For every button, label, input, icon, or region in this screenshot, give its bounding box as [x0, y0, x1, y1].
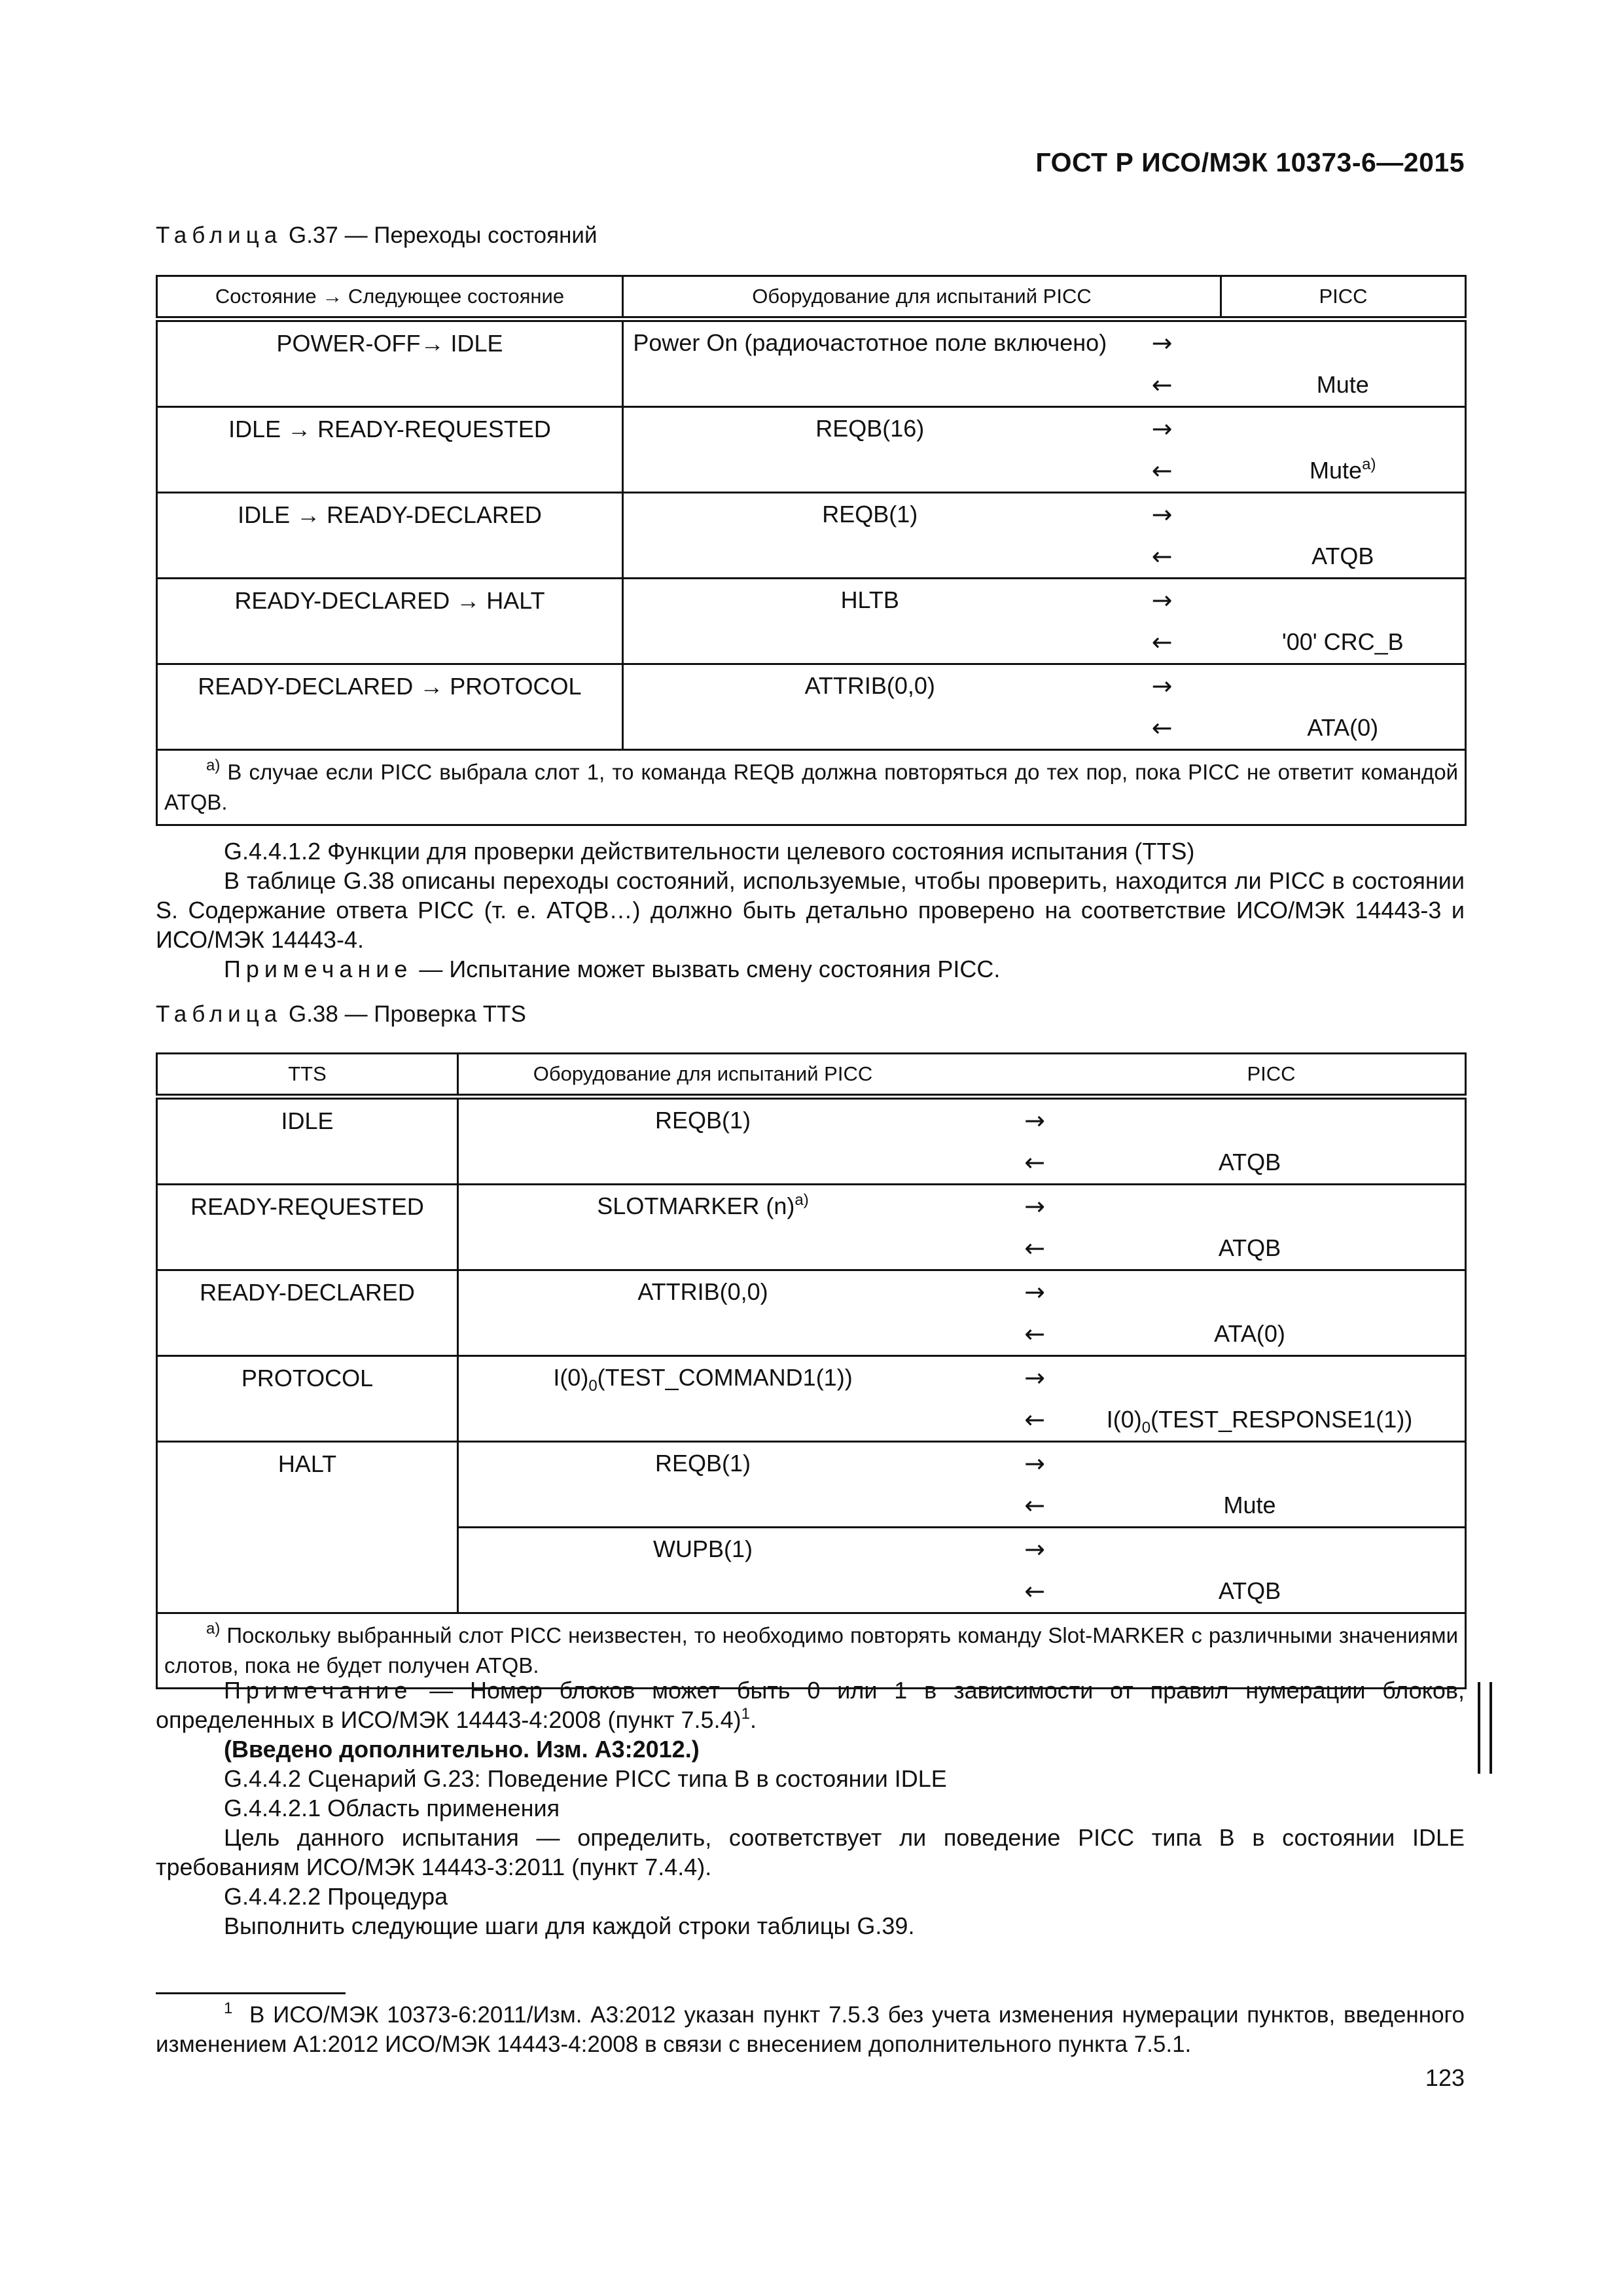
change-bar: [1478, 1682, 1492, 1774]
right-arrow-icon: →: [1151, 672, 1173, 700]
table-g37: [156, 275, 1467, 826]
footnote-separator: [156, 1992, 346, 1994]
left-arrow-icon: ←: [1151, 542, 1173, 571]
state-transition: POWER-OFF→ IDLE: [157, 319, 623, 407]
table-row: [157, 319, 1466, 407]
paragraph: Цель данного испытания — определить, соответствует ли поведение PICC типа B в состоянии IDLE требованиям ИСО/МЭК 14443-3:2011 (пункт 7.4.4).: [156, 1824, 1465, 1880]
picc-response: Mute: [1316, 371, 1369, 398]
equipment-command: REQB(1): [822, 501, 918, 528]
footnote-mark: a): [206, 1620, 221, 1638]
right-arrow-icon: →: [1024, 1449, 1045, 1478]
column-header-state: Состояние → Следующее состояние: [157, 276, 623, 319]
footnote: $^1$ В ИСО/МЭК 10373-6:2011/Изм. А3:2012 указан пункт 7.5.3 без учета изменения нумерации пунктов, введенного изменением А1:2012 ИСО/МЭК 14443-4:2008 в связи с внесением дополнительного пункта 7.5.1.: [156, 2000, 1465, 2057]
clause-heading: G.4.4.2.1 Область применения: [224, 1795, 560, 1821]
state-transition: READY-DECLARED → HALT: [157, 579, 623, 664]
equipment-command: HLTB: [840, 586, 899, 613]
table-label: Таблица: [156, 223, 283, 248]
right-arrow-icon: →: [1151, 329, 1173, 357]
right-arrow-icon: →: [1151, 500, 1173, 529]
left-arrow-icon: ←: [1151, 456, 1173, 485]
left-arrow-icon: ←: [1151, 713, 1173, 742]
footnote-mark: a): [1362, 456, 1376, 473]
picc-response: Mute: [1223, 1492, 1276, 1518]
table-footnote: $^{a)}$ Поскольку выбранный слот PICC неизвестен, то необходимо повторять команду Slot-MARKER с различными значениями слотов, пока не будет получен ATQB.: [157, 1613, 1466, 1689]
right-arrow-icon: →: [1024, 1278, 1045, 1306]
right-arrow-icon: →: [1151, 586, 1173, 615]
equipment-command: ATTRIB(0,0): [637, 1278, 768, 1305]
right-arrow-icon: →: [1024, 1363, 1045, 1392]
amendment-note: (Введено дополнительно. Изм. А3:2012.): [224, 1736, 700, 1763]
footnote-mark: a): [206, 757, 221, 774]
table-g38-caption: [156, 1001, 526, 1028]
equipment-command: REQB(1): [654, 1450, 751, 1477]
paragraph: В таблице G.38 описаны переходы состояний, используемые, чтобы проверить, находится ли PICC в состоянии S. Содержание ответа PICC (т. е. ATQB…) должно быть детально проверено на соответствие ИСО/МЭК 14443-3 и ИСО/МЭК 14443-4.: [156, 867, 1465, 953]
equipment-command: ATTRIB(0,0): [804, 672, 935, 699]
clause-heading: G.4.4.2 Сценарий G.23: Поведение PICC типа B в состоянии IDLE: [224, 1765, 947, 1792]
paragraph: Выполнить следующие шаги для каждой строки таблицы G.39.: [224, 1912, 915, 1939]
note: Примечание — Номер блоков может быть 0 или 1 в зависимости от правил нумерации блоков, определенных в ИСО/МЭК 14443-4:2008 (пункт 7.5.4)$^1$.: [156, 1677, 1465, 1733]
table-g37-caption: [156, 223, 597, 249]
standard-designation: ГОСТ Р ИСО/МЭК 10373-6—2015: [1035, 147, 1465, 177]
note: Примечание — Испытание может вызвать смену состояния PICC.: [224, 956, 1001, 982]
left-arrow-icon: ←: [1024, 1234, 1045, 1263]
section-after-table: [156, 1676, 1465, 1941]
right-arrow-icon: →: [1024, 1106, 1045, 1135]
left-arrow-icon: ←: [1024, 1319, 1045, 1348]
picc-response: ATQB: [1218, 1234, 1281, 1261]
equipment-command: REQB(1): [654, 1107, 751, 1134]
left-arrow-icon: ←: [1024, 1491, 1045, 1520]
picc-response: ATA(0): [1214, 1320, 1285, 1347]
equipment-command: SLOTMARKER $(n)^{a)}$: [597, 1191, 809, 1219]
table-row: [157, 1356, 1466, 1442]
equipment-command: REQB(16): [815, 415, 925, 442]
table-row: [157, 1185, 1466, 1270]
section-g44112: [156, 836, 1465, 984]
left-arrow-icon: ←: [1151, 370, 1173, 399]
tts-state: READY-DECLARED: [157, 1270, 458, 1356]
picc-response: ATQB: [1218, 1149, 1281, 1175]
left-arrow-icon: ←: [1024, 1405, 1045, 1434]
left-arrow-icon: ←: [1024, 1148, 1045, 1177]
table-row: [157, 664, 1466, 750]
picc-response: '00' CRC_B: [1281, 628, 1404, 655]
state-transition: READY-DECLARED → PROTOCOL: [157, 664, 623, 750]
table-row: [157, 1442, 1466, 1613]
tts-state: READY-REQUESTED: [157, 1185, 458, 1270]
column-header-equipment: Оборудование для испытаний PICC: [533, 1062, 873, 1085]
picc-response: ATA(0): [1307, 714, 1379, 741]
table-g38: [156, 1052, 1467, 1689]
footnote-mark: a): [794, 1191, 809, 1209]
column-header-equipment: Оборудование для испытаний PICC: [623, 276, 1221, 319]
table-row: [157, 579, 1466, 664]
tts-state: HALT: [157, 1442, 458, 1613]
table-footnote: $^{a)}$ В случае если PICC выбрала слот 1, то команда REQB должна повторяться до тех пор, пока PICC не ответит командой ATQB.: [157, 750, 1466, 825]
left-arrow-icon: ←: [1024, 1577, 1045, 1605]
table-label: Таблица: [156, 1001, 283, 1027]
column-header-tts: TTS: [157, 1054, 458, 1097]
table-row: [157, 493, 1466, 579]
right-arrow-icon: →: [1024, 1192, 1045, 1221]
equipment-command: WUPB(1): [653, 1535, 753, 1562]
table-row: [157, 1270, 1466, 1356]
table-row: [157, 407, 1466, 493]
tts-state: PROTOCOL: [157, 1356, 458, 1442]
equipment-command: $I(0)_0(TEST\_COMMAND1(1))$: [553, 1364, 853, 1395]
column-header-picc: PICC: [1221, 276, 1466, 319]
page-number: 123: [1425, 2064, 1465, 2091]
footnote-mark: 1: [224, 2000, 233, 2017]
picc-response: ATQB: [1311, 543, 1374, 569]
clause-heading: G.4.4.2.2 Процедура: [224, 1883, 448, 1910]
picc-response: Mute$^{a)}$: [1310, 456, 1376, 484]
table-note-row: [157, 750, 1466, 825]
clause-heading: G.4.4.1.2 Функции для проверки действительности целевого состояния испытания (TTS): [224, 838, 1195, 865]
footnote-ref: 1: [741, 1705, 750, 1723]
table-row: [157, 1097, 1466, 1185]
tts-state: IDLE: [157, 1097, 458, 1185]
left-arrow-icon: ←: [1151, 628, 1173, 656]
column-header-picc: PICC: [1247, 1062, 1296, 1085]
table-title: G.38 — Проверка TTS: [288, 1001, 526, 1027]
picc-response: ATQB: [1218, 1577, 1281, 1604]
table-title: G.37 — Переходы состояний: [288, 223, 597, 248]
state-transition: IDLE → READY-DECLARED: [157, 493, 623, 579]
right-arrow-icon: →: [1024, 1535, 1045, 1564]
state-transition: IDLE → READY-REQUESTED: [157, 407, 623, 493]
equipment-command: Power On (радиочастотное поле включено): [633, 329, 1107, 356]
picc-response: $I(0)_0(TEST\_RESPONSE1(1))$: [1106, 1406, 1413, 1437]
right-arrow-icon: →: [1151, 414, 1173, 443]
